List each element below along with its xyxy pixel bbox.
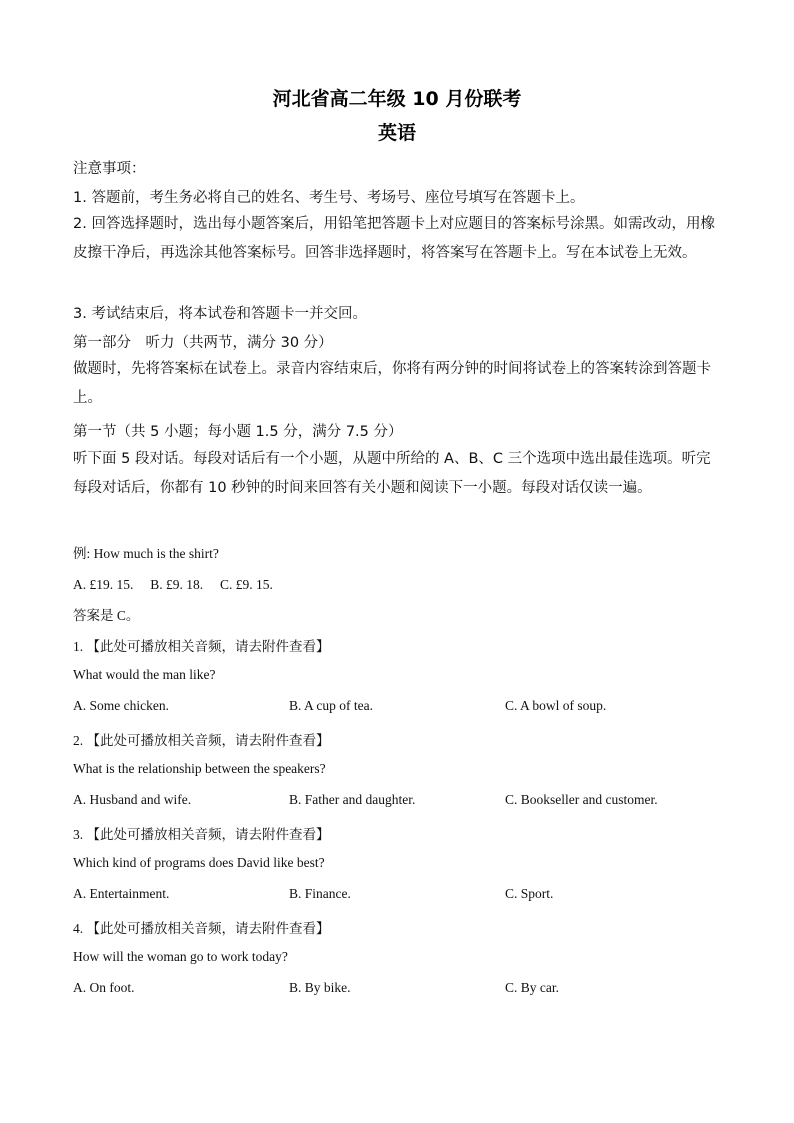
option-b: B. Finance. <box>289 886 351 901</box>
section1-instruction: 听下面 5 段对话。每段对话后有一个小题，从题中所给的 A、B、C 三个选项中选出最佳选项。听完每段对话后，你都有 10 秒钟的时间来回答有关小题和阅读下一小题。每段对话仅读一遍。 <box>73 451 711 496</box>
option-c: C. By car. <box>505 980 559 995</box>
option-a: A. Some chicken. <box>73 698 169 713</box>
option-b: B. By bike. <box>289 980 351 995</box>
question-text: How will the woman go to work today? <box>73 949 288 964</box>
question-text: What is the relationship between the speakers? <box>73 761 326 776</box>
part1-heading: 第一部分 听力（共两节，满分 30 分） <box>73 335 333 351</box>
question-text: What would the man like? <box>73 667 216 682</box>
option-a: A. Entertainment. <box>73 886 170 901</box>
question-audio: 3. 【此处可播放相关音频，请去附件查看】 <box>73 827 330 842</box>
option-c: C. Bookseller and customer. <box>505 792 658 807</box>
example-answer: 答案是 C。 <box>73 608 140 623</box>
option-c: C. Sport. <box>505 886 554 901</box>
notice-item-2: 2. 回答选择题时，选出每小题答案后，用铅笔把答题卡上对应题目的答案标号涂黑。如需改动，用橡皮擦干净后，再选涂其他答案标号。回答非选择题时，将答案写在答题卡上。写在本试卷上无效。 <box>73 216 715 261</box>
option-a: A. Husband and wife. <box>73 792 192 807</box>
option-c: C. A bowl of soup. <box>505 698 607 713</box>
question-audio: 1. 【此处可播放相关音频，请去附件查看】 <box>73 639 330 654</box>
example-options: A. £19. 15. B. £9. 18. C. £9. 15. <box>73 577 273 592</box>
question-text: Which kind of programs does David like best? <box>73 855 325 870</box>
section1-heading: 第一节（共 5 小题；每小题 1.5 分，满分 7.5 分） <box>73 424 403 440</box>
option-b: B. Father and daughter. <box>289 792 416 807</box>
question-audio: 4. 【此处可播放相关音频，请去附件查看】 <box>73 921 330 936</box>
option-a: A. On foot. <box>73 980 135 995</box>
part1-instruction: 做题时，先将答案标在试卷上。录音内容结束后，你将有两分钟的时间将试卷上的答案转涂到答题卡上。 <box>73 361 711 406</box>
notice-item-1: 1. 答题前，考生务必将自己的姓名、考生号、考场号、座位号填写在答题卡上。 <box>73 190 585 206</box>
option-b: B. A cup of tea. <box>289 698 373 713</box>
question-audio: 2. 【此处可播放相关音频，请去附件查看】 <box>73 733 330 748</box>
example-question: 例: How much is the shirt? <box>73 546 219 561</box>
notice-heading: 注意事项： <box>73 161 146 177</box>
exam-title: 河北省高二年级 10 月份联考 <box>272 88 522 110</box>
notice-item-3: 3. 考试结束后，将本试卷和答题卡一并交回。 <box>73 306 367 322</box>
subject-title: 英语 <box>377 122 416 144</box>
